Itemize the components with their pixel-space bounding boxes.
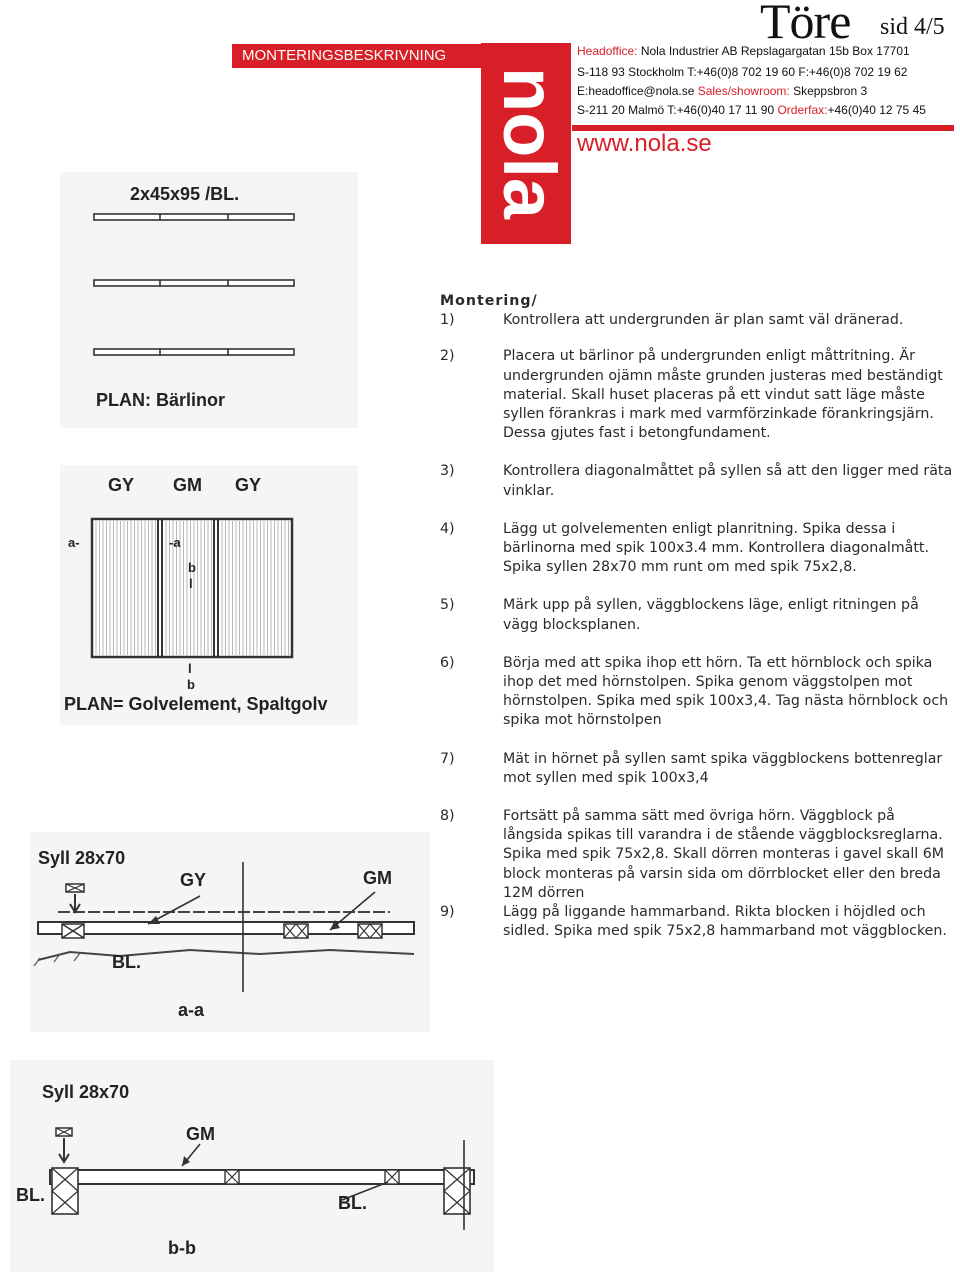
- document-title: Töre: [760, 0, 851, 49]
- step-number: 6): [440, 654, 455, 671]
- step-6: [440, 654, 955, 731]
- step-9: [440, 903, 955, 941]
- figure-section-bb: [10, 1060, 494, 1272]
- contact-line-3: E:headoffice@nola.se Sales/showroom: Skeppsbron 3: [577, 84, 868, 98]
- contact-line-4: S-211 20 Malmö T:+46(0)40 17 11 90 Orderfax:+46(0)40 12 75 45: [577, 103, 926, 117]
- step-number: 2): [440, 348, 455, 365]
- label-bl: BL.: [112, 952, 141, 972]
- label-gm: GM: [186, 1124, 215, 1144]
- syll-arrow-icon: [70, 894, 80, 912]
- step-text: Kontrollera att undergrunden är plan samt väl dränerad.: [503, 312, 904, 329]
- document-type: MONTERINGSBESKRIVNING: [242, 47, 447, 64]
- label-gy-left: GY: [108, 475, 135, 495]
- figure-plan-barlinor: [60, 172, 358, 428]
- step-2: [440, 347, 955, 443]
- label-l-top: l: [189, 576, 193, 591]
- barlina-1: [94, 214, 294, 220]
- label-a-left: a-: [68, 535, 80, 550]
- step-text: Lägg på liggande hammarband. Rikta blocken i höjdled och sidled. Spika med spik 75x2,8 hammarband mot väggblocken.: [503, 904, 947, 940]
- website-link[interactable]: www.nola.se: [577, 130, 712, 157]
- step-4: [440, 520, 955, 578]
- step-text: Placera ut bärlinor på undergrunden enligt måttritning. Är undergrunden ojämn måste grunden justeras med beständigt material. Skall huset placeras på ett vindut satt läge måste syllen förankras i mark med varmförzinkade förankringsjärn. Dessa gjutes fast i betongfundament.: [503, 348, 943, 442]
- step-text: Märk upp på syllen, väggblockens läge, enligt ritningen på vägg blocksplanen.: [503, 597, 919, 633]
- step-text: Fortsätt på samma sätt med övriga hörn. Väggblock på långsida spikas till varandra i de stående väggblocksreglarna. Spika med spik 75x2,8. Skall dörren monteras i gavel skall 6M block monteras på varsin sida om dörrblocket eller den breda 12M dörren: [503, 808, 945, 901]
- figure-caption: PLAN: Bärlinor: [96, 390, 226, 410]
- svg-text:nola: nola: [488, 66, 571, 220]
- step-text: Kontrollera diagonalmåttet på syllen så att den ligger med räta vinklar.: [503, 463, 953, 499]
- label-l-bottom: l: [188, 661, 192, 676]
- step-5: [440, 596, 955, 634]
- label-b-top: b: [188, 560, 196, 575]
- step-text: Börja med att spika ihop ett hörn. Ta ett hörnblock och spika ihop det med hörnstolpen. Spika genom väggstolpen mot hörnstolpen. Spika med spik 100x3,4. Tag nästa hörnblock och spika mot hörnstolpen: [503, 654, 949, 729]
- nola-logo: [481, 43, 571, 244]
- syll-block-middle: [284, 924, 308, 938]
- syll-arrow-icon: [59, 1138, 69, 1162]
- step-3: [440, 462, 955, 500]
- instructions-heading: Montering/: [440, 293, 538, 309]
- barlina-3: [94, 349, 294, 355]
- step-1: [440, 311, 955, 330]
- step-number: 8): [440, 808, 455, 825]
- step-number: 7): [440, 750, 455, 767]
- contact-line-2: S-118 93 Stockholm T:+46(0)8 702 19 60 F:+46(0)8 702 19 62: [577, 65, 908, 79]
- syll-block-right: [358, 924, 382, 938]
- step-number: 3): [440, 463, 455, 480]
- step-number: 1): [440, 312, 455, 329]
- figure-section-aa: [30, 832, 430, 1032]
- label-bl-right: BL.: [338, 1193, 367, 1213]
- step-7: [440, 750, 955, 788]
- label-bl-left: BL.: [16, 1185, 45, 1205]
- step-text: Lägg ut golvelementen enligt planritning. Spika dessa i bärlinorna med spik 100x3.4 mm. Kontrollera diagonalmått. Spika syllen 28x70 mm runt om med spik 75x2,8.: [503, 520, 929, 576]
- label-gm: GM: [363, 868, 392, 888]
- step-8: [440, 807, 955, 903]
- assembly-instructions: [440, 292, 955, 941]
- figure-caption: PLAN= Golvelement, Spaltgolv: [64, 694, 328, 714]
- label-a-right: -a: [169, 535, 181, 550]
- figure-caption: a-a: [178, 1000, 205, 1020]
- syll-block-right: [444, 1168, 470, 1214]
- syll-label: Syll 28x70: [38, 848, 126, 868]
- ground-line: [38, 950, 414, 960]
- step-number: 9): [440, 904, 455, 921]
- barlina-2: [94, 280, 294, 286]
- syll-block-left: [52, 1168, 78, 1214]
- label-gy: GY: [180, 870, 207, 890]
- step-number: 4): [440, 520, 455, 537]
- step-number: 5): [440, 597, 455, 614]
- contact-line-1: Headoffice: Nola Industrier AB Repslagargatan 15b Box 17701: [577, 44, 910, 58]
- label-gy-right: GY: [235, 475, 262, 495]
- syll-label: Syll 28x70: [42, 1082, 130, 1102]
- figure-plan-golvelement: [60, 465, 358, 725]
- dimension-label: 2x45x95 /BL.: [130, 184, 240, 204]
- step-text: Mät in hörnet på syllen samt spika väggblockens bottenreglar mot syllen med spik 100x3,4: [503, 750, 943, 786]
- page-number: sid 4/5: [880, 14, 945, 40]
- label-b-bottom: b: [187, 677, 195, 692]
- floor-beam: [50, 1170, 474, 1184]
- figure-caption: b-b: [168, 1238, 196, 1258]
- label-gm: GM: [173, 475, 202, 495]
